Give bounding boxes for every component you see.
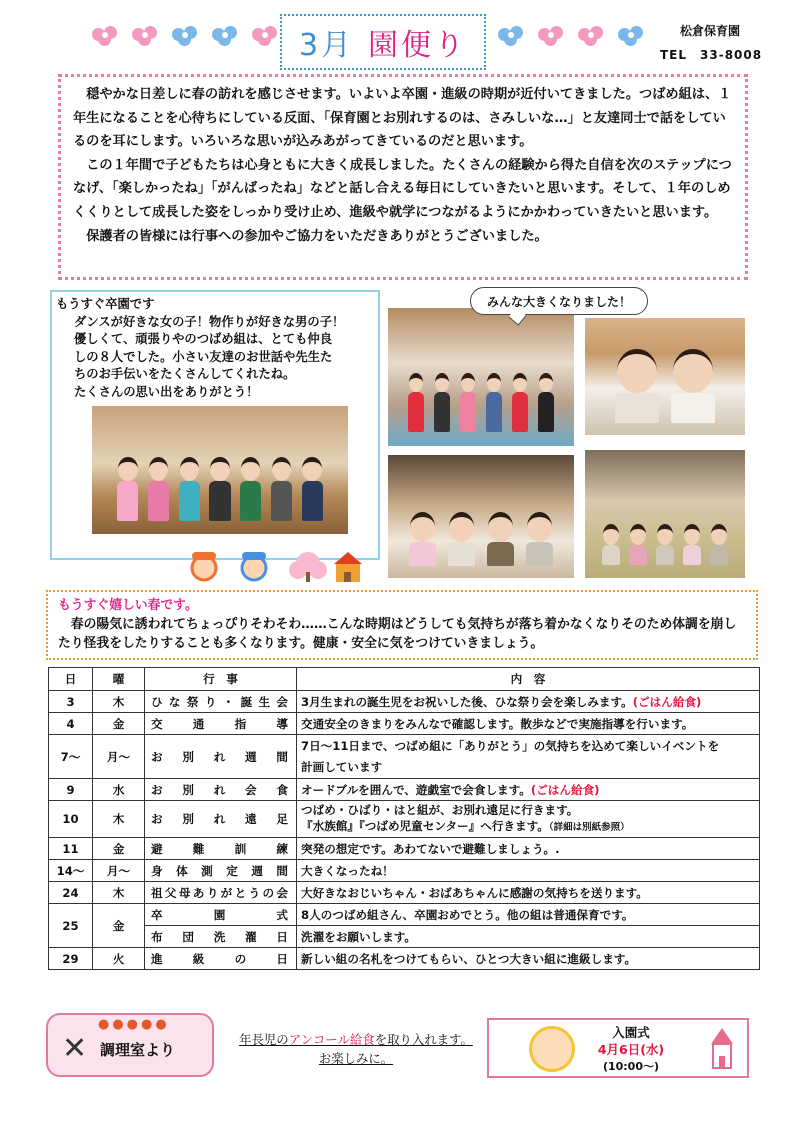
row-day: 29	[49, 948, 93, 970]
header-dow: 曜	[93, 668, 145, 691]
table-row	[49, 904, 760, 926]
row-content	[297, 779, 760, 801]
entrance-ceremony-box	[487, 1018, 749, 1078]
row-dow: 金	[93, 713, 145, 735]
row-event: ひな祭り・誕生会	[145, 691, 297, 713]
characters-decoration	[188, 548, 378, 584]
row-day: 4	[49, 713, 93, 735]
title-main: 園便り	[368, 28, 468, 63]
row-content: 8人のつばめ組さん、卒園おめでとう。他の組は普通保育です。	[297, 904, 760, 926]
graduation-line: ダンスが好きな女の子！物作りが好きな男の子！	[74, 314, 345, 329]
row-content: 7日～11日まで、つばめ組に「ありがとう」の気持ちを込めて楽しいイベントを	[297, 735, 760, 757]
row-dow: 金	[93, 838, 145, 860]
row-day: 3	[49, 691, 93, 713]
row-content: 大好きなおじいちゃん・おばあちゃんに感謝の気持ちを送ります。	[297, 882, 760, 904]
graduates-group-photo	[92, 406, 348, 534]
row-day: 10	[49, 801, 93, 838]
content-note: （詳細は別紙参照）	[548, 822, 630, 833]
intro-message	[58, 74, 748, 280]
row-day: 11	[49, 838, 93, 860]
intro-paragraph: 穏やかな日差しに春の訪れを感じさせます。いよいよ卒園・進級の時期が近付いてきました。つばめ組は、１年生になることを心待ちにしている反面、「保育園とお別れするのは、さみしいな…」と友達同士で話をしているのを耳にします。いろいろな思いが込みあがってきているのだと思います。	[73, 87, 732, 150]
row-dow: 水	[93, 779, 145, 801]
row-event: 避難訓練	[145, 838, 297, 860]
church-icon	[707, 1026, 737, 1072]
header-content: 内 容	[297, 668, 760, 691]
row-content: 計画しています	[297, 757, 760, 779]
row-event: 身体測定週間	[145, 860, 297, 882]
row-day: 14～	[49, 860, 93, 882]
child-face-icon	[529, 1026, 575, 1072]
row-dow: 木	[93, 691, 145, 713]
infants-photo	[585, 450, 745, 578]
kitchen-msg-text: 年長児の	[239, 1032, 289, 1047]
graduation-heading: もうすぐ卒園です	[56, 297, 155, 311]
graduation-line: ちのお手伝いをたくさんしてくれたね。	[74, 367, 296, 381]
kitchen-banner	[46, 1013, 214, 1077]
toddlers-photo	[388, 455, 574, 578]
row-event: 進級の日	[145, 948, 297, 970]
header-event: 行 事	[145, 668, 297, 691]
vegetables-icon: ●●●●●	[98, 1017, 170, 1032]
row-event: 交通指導	[145, 713, 297, 735]
table-row	[49, 882, 760, 904]
kitchen-msg-text: を取り入れます。	[374, 1032, 473, 1047]
graduation-line: 優しくて、頑張りやのつばめ組は、とても仲良	[74, 332, 332, 346]
row-dow: 木	[93, 801, 145, 838]
content-note: (ごはん給食)	[530, 782, 600, 797]
row-dow: 火	[93, 948, 145, 970]
content-text: 『水族館』『つばめ児童センター』へ行きます。	[301, 819, 549, 833]
kitchen-msg-line2: お楽しみに。	[318, 1051, 394, 1066]
school-name: 松倉保育園	[680, 24, 741, 38]
children-photo-room	[388, 308, 574, 446]
content-text: 3月生まれの誕生児をお祝いした後、ひな祭り会を楽しみます。	[301, 694, 633, 709]
row-content	[297, 801, 760, 838]
row-dow: 金	[93, 904, 145, 948]
ceremony-date: 4月6日(水)	[597, 1042, 665, 1057]
photo-caption-bubble: みんな大きくなりました！	[470, 287, 648, 315]
row-dow: 月～	[93, 735, 145, 779]
row-day: 24	[49, 882, 93, 904]
school-tel: TEL 33-8008	[660, 48, 763, 62]
table-row	[49, 713, 760, 735]
spring-text: 春の陽気に誘われてちょっぴりそわそわ……こんな時期はどうしても気持ちが落ち着かなくなりそのため体調を崩したり怪我をしたりすることも多くなります。健康・安全に気をつけていきましょう。	[58, 617, 737, 651]
table-row	[49, 838, 760, 860]
table-header-row	[49, 668, 760, 691]
flower-decoration-left	[88, 24, 282, 46]
row-event: お別れ週間	[145, 735, 297, 779]
content-note: (ごはん給食)	[632, 694, 702, 709]
header-day: 日	[49, 668, 93, 691]
graduation-line: たくさんの思い出をありがとう！	[74, 384, 259, 399]
title-month: 3月	[298, 28, 355, 63]
row-content: 新しい組の名札をつけてもらい、ひとつ大きい組に進級します。	[297, 948, 760, 970]
table-row	[49, 948, 760, 970]
row-day: 9	[49, 779, 93, 801]
content-text: つばめ・ひばり・はと組が、お別れ遠足に行きます。	[301, 803, 579, 817]
graduation-line: しの８人でした。小さい友達のお世話や先生た	[74, 349, 333, 364]
schedule-table	[48, 667, 760, 970]
table-row	[49, 779, 760, 801]
table-row	[49, 735, 760, 757]
row-content	[297, 691, 760, 713]
row-event: 布団洗濯日	[145, 926, 297, 948]
row-content: 突発の想定です。あわてないで避難しましょう。.	[297, 838, 760, 860]
row-dow: 月～	[93, 860, 145, 882]
row-event: お別れ会食	[145, 779, 297, 801]
table-row	[49, 926, 760, 948]
newsletter-title	[280, 14, 486, 70]
table-row	[49, 801, 760, 838]
row-content: 大きくなったね！	[297, 860, 760, 882]
table-row	[49, 691, 760, 713]
row-dow: 木	[93, 882, 145, 904]
content-text: オードブルを囲んで、遊戯室で会食します。	[301, 782, 531, 797]
row-day: 7～	[49, 735, 93, 779]
row-day: 25	[49, 904, 93, 948]
row-event: お別れ遠足	[145, 801, 297, 838]
intro-paragraph: この１年間で子どもたちは心身ともに大きく成長しました。たくさんの経験から得た自信を次のステップにつなげ、「楽しかったね」「がんばったね」などと話し合える毎日にしていきたいと思います。そして、１年のしめくくりとして成長した姿をしっかり受け止め、進級や就学につながるようにかかわっていきたいと思います。	[73, 157, 732, 220]
ceremony-title: 入園式	[612, 1025, 650, 1040]
kitchen-message	[226, 1030, 486, 1068]
row-content: 洗濯をお願いします。	[297, 926, 760, 948]
table-row	[49, 860, 760, 882]
two-children-photo	[585, 318, 745, 435]
flower-decoration-right	[494, 24, 648, 46]
spring-notice	[46, 590, 758, 660]
fork-spoon-icon: ✕	[62, 1031, 88, 1066]
spring-heading: もうすぐ嬉しい春です。	[58, 598, 198, 613]
row-event: 卒園式	[145, 904, 297, 926]
kitchen-label: 調理室より	[100, 1041, 176, 1059]
row-event: 祖父母ありがとうの会	[145, 882, 297, 904]
intro-paragraph: 保護者の皆様には行事への参加やご協力をいただきありがとうございました。	[86, 228, 548, 244]
kitchen-msg-highlight: アンコール給食	[288, 1032, 375, 1047]
row-content: 交通安全のきまりをみんなで確認します。散歩などで実施指導を行います。	[297, 713, 760, 735]
ceremony-time: (10:00～)	[602, 1060, 660, 1073]
